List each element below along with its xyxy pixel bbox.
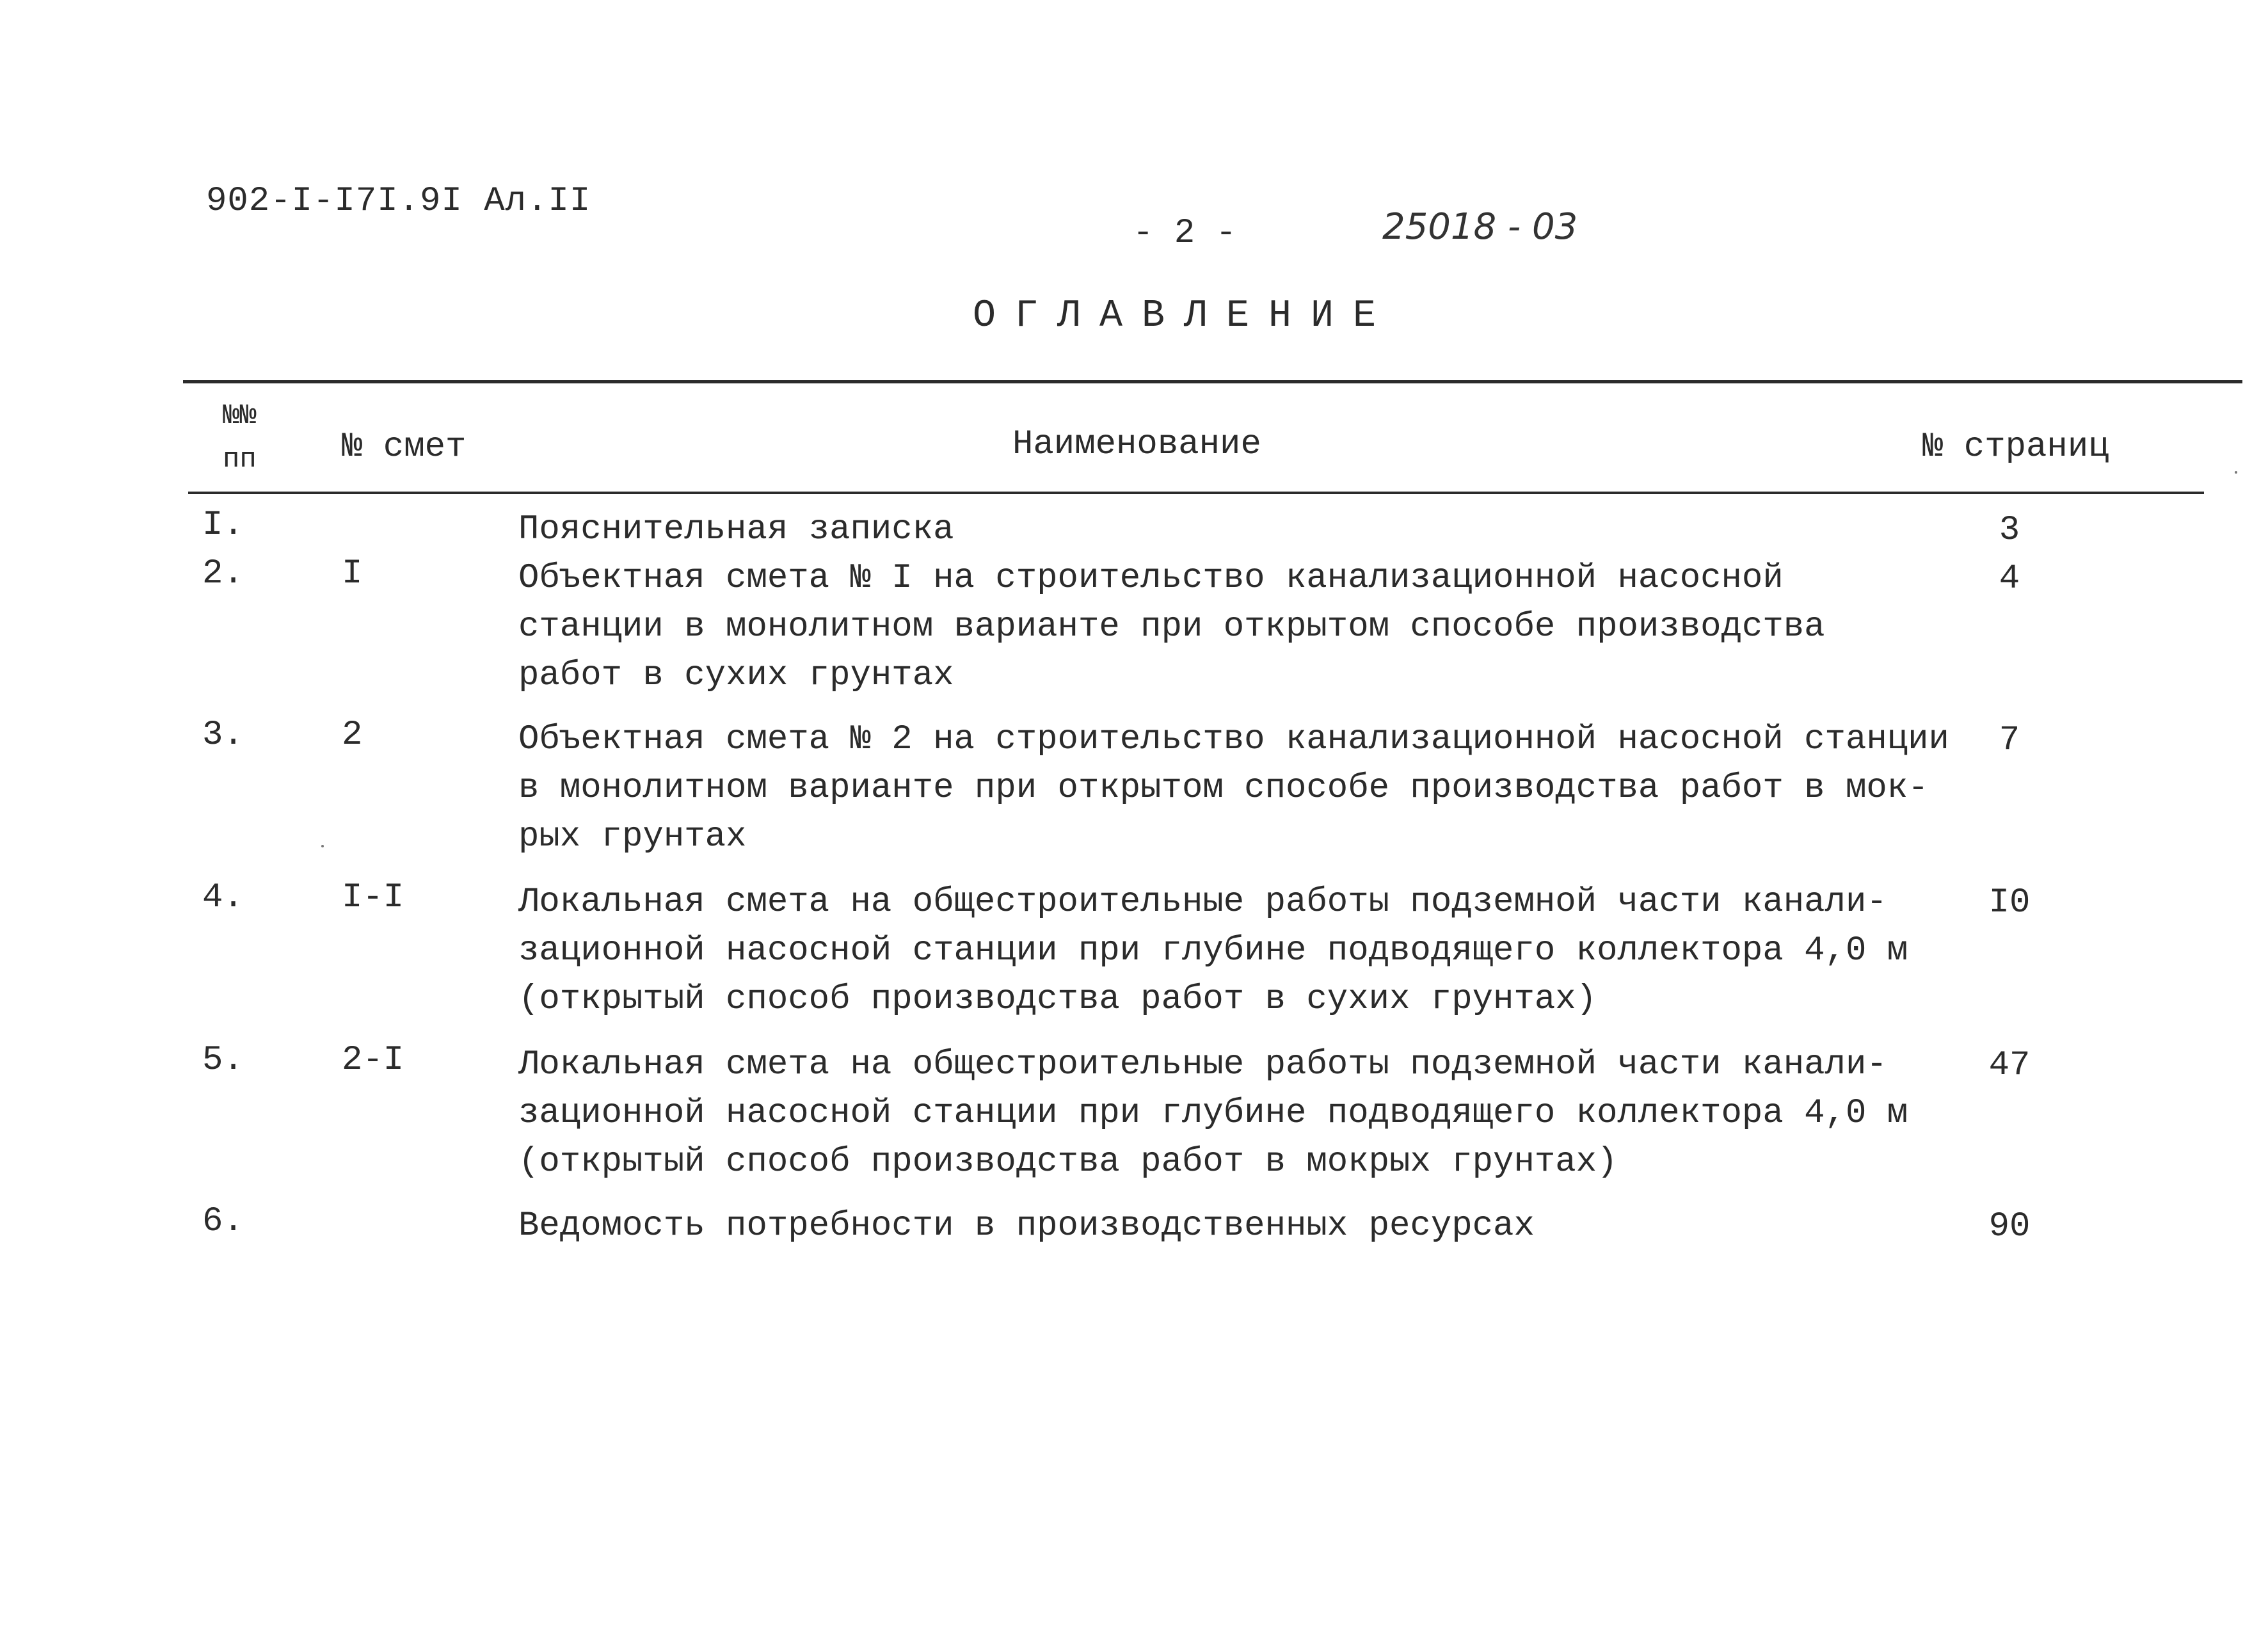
row-name-line: Пояснительная записка [518,510,954,549]
row-number: 4. [202,878,244,917]
document-code: 902-I-I7I.9I Ал.II [206,182,591,221]
row-page-number: 47 [1988,1046,2031,1085]
row-estimate-number: I [342,554,363,593]
row-name-line: Локальная смета на общестроительные работы подземной части канали- [518,1045,1887,1084]
row-name-line: зационной насосной станции при глубине подводящего коллектора 4,0 м [518,1094,1908,1133]
row-page-number: I0 [1988,883,2031,922]
row-name-line: работ в сухих грунтах [518,656,954,695]
scan-speck [321,845,324,847]
row-name-line: рых грунтах [518,817,747,856]
column-header-estimate: № смет [342,428,467,467]
row-number: 6. [202,1202,244,1241]
row-name [518,878,1913,1024]
row-page-number: 4 [1999,559,2020,598]
page-number: - 2 - [1133,214,1237,253]
row-name-line: в монолитном варианте при открытом способе производства работ в мок- [518,769,1929,808]
row-name-line: зационной насосной станции при глубине подводящего коллектора 4,0 м [518,931,1908,970]
table-top-rule [183,380,2242,383]
page-title: ОГЛАВЛЕНИЕ [973,294,1396,338]
row-name [518,506,1913,554]
row-name-line: станции в монолитном варианте при открытом способе производства [518,607,1825,646]
row-name [518,716,1949,862]
row-name-line: Объектная смета № I на строительство канализационной насосной [518,559,1784,598]
row-number: 3. [202,716,244,755]
row-page-number: 3 [1999,511,2020,550]
row-name-line: Объектная смета № 2 на строительство канализационной насосной станции [518,720,1949,759]
row-estimate-number: 2-I [342,1041,404,1080]
table-header-rule [188,492,2204,494]
column-header-number [223,394,257,481]
row-name-line: Локальная смета на общестроительные работы подземной части канали- [518,883,1887,922]
column-header-pages: № страниц [1922,428,2109,467]
row-estimate-number: I-I [342,878,404,917]
row-name-line: Ведомость потребности в производственных ресурсах [518,1206,1535,1246]
row-page-number: 90 [1988,1207,2031,1246]
column-header-name: Наименование [1012,425,1261,464]
column-header-number-line1: №№ [223,400,257,432]
row-number: 2. [202,554,244,593]
handwritten-number: 25018 - 03 [1382,206,1578,248]
row-name [518,1202,1913,1251]
row-name [518,554,1913,700]
row-number: 5. [202,1041,244,1080]
row-name-line: (открытый способ производства работ в сухих грунтах) [518,980,1597,1019]
row-number: I. [202,506,244,545]
scan-speck [2235,471,2237,474]
column-header-number-line2: пп [223,444,257,476]
row-estimate-number: 2 [342,716,363,755]
row-page-number: 7 [1999,721,2020,760]
row-name [518,1041,1913,1187]
row-name-line: (открытый способ производства работ в мокрых грунтах) [518,1142,1618,1182]
